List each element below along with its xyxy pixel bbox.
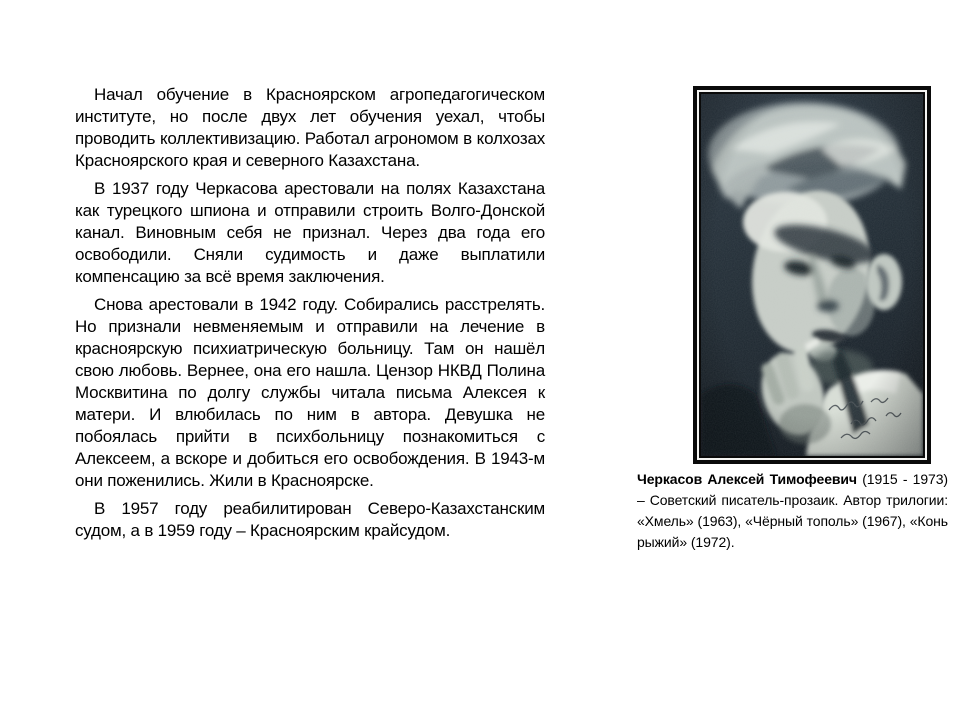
paragraph-arrest-1937: В 1937 году Черкасова арестовали на полях Казахстана как турецкого шпиона и отправили строить Волго-Донской канал. Виновным себя не признал. Через два года его освободили. Сняли судимость и даже выплатили компенсацию за всё время заключения.	[75, 179, 545, 286]
biography-text	[75, 84, 545, 548]
caption-description: (1915 - 1973) – Советский писатель-прозаик. Автор трилогии: «Хмель» (1963), «Чёрный тополь» (1967), «Конь рыжий» (1972).	[637, 471, 948, 550]
paragraph-rehabilitation: В 1957 году реабилитирован Северо-Казахстанским судом, а в 1959 году – Красноярским крайсудом.	[75, 499, 545, 540]
paragraph-arrest-1942: Снова арестовали в 1942 году. Собирались расстрелять. Но признали невменяемым и отправили на лечение в красноярскую психиатрическую больницу. Там он нашёл свою любовь. Вернее, она его нашла. Цензор НКВД Полина Москвитина по долгу службы читала письма Алексея к матери. И влюбилась по ним в автора. Девушка не побоялась прийти в психбольницу познакомиться с Алексеем, а вскоре и добиться его освобождения. В 1943-м они поженились. Жили в Красноярске.	[75, 295, 545, 490]
paragraph-education: Начал обучение в Красноярском агропедагогическом институте, но после двух лет обучения уехал, чтобы проводить коллективизацию. Работал агрономом в колхозах Красноярского края и северного Казахстана.	[75, 85, 545, 170]
portrait-photo-area	[693, 86, 931, 464]
photo-caption	[637, 469, 948, 553]
caption-person-name: Черкасов Алексей Тимофеевич	[637, 471, 857, 487]
photo-frame-white-line	[697, 90, 927, 460]
portrait-photo	[701, 94, 923, 456]
photo-frame-inner	[699, 92, 925, 458]
photo-frame-outer	[693, 86, 931, 464]
